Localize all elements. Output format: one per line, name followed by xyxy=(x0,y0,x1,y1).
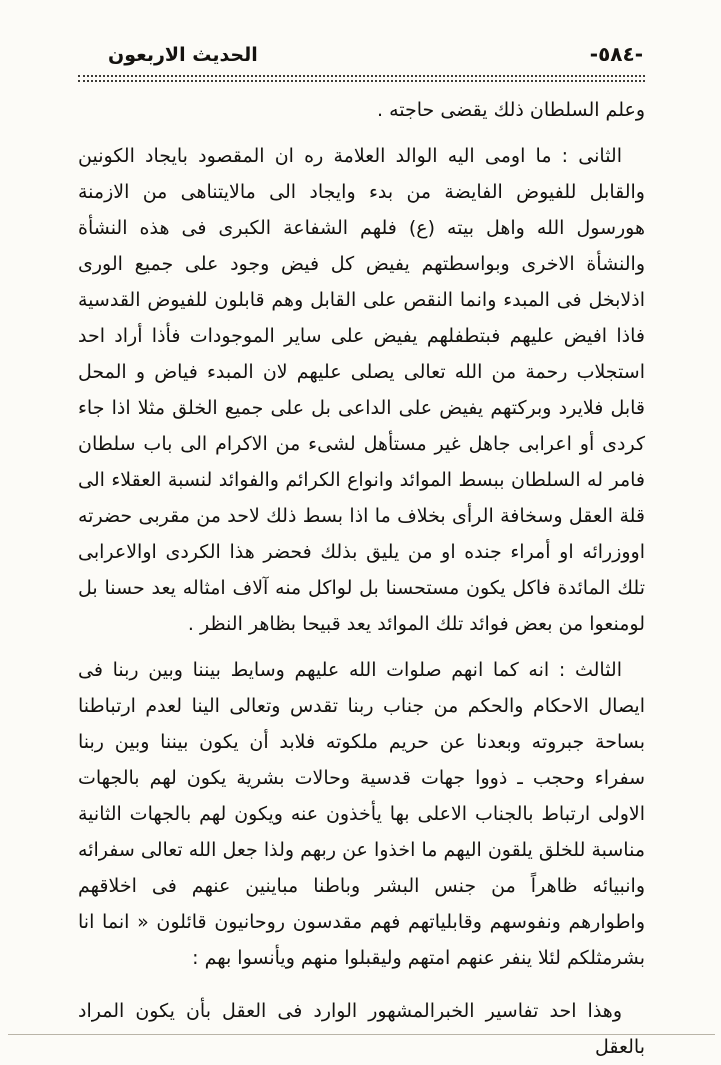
running-header-title: الحديث الاربعون xyxy=(108,44,258,66)
scan-edge-line xyxy=(8,1034,715,1035)
paragraph: الثالث : انه كما انهم صلوات الله عليهم وسايط بيننا وبين ربنا فى ايصال الاحكام والحكم من جناب ربنا تقدس وتعالى الينا لعدم ارتباطنا بساحة جبروته وبعدنا عن حريم ملكوته فلابد أن يكون بيننا وبين ربنا سفراء وحجب ـ ذووا جهات قدسية وحالات بشرية يكون لهم بالجهات الاولى ارتباط بالجناب الاعلى بها يأخذون عنه ويكون لهم بالجهات الثانية مناسبة للخلق يلقون اليهم ما اخذوا عن ربهم ولذا جعل الله تعالى سفرائه وانبيائه ظاهراً من جنس البشر وباطنا مباينين عنهم فى اخلاقهم واطوارهم ونفوسهم وقابلياتهم فهم مقدسون روحانيون قائلون « انما انا بشرمثلكم لئلا ينفر عنهم امتهم وليقبلوا منهم ويأنسوا بهم : xyxy=(78,659,645,969)
page-body-text xyxy=(78,92,645,1065)
paragraph: وهذا احد تفاسير الخبرالمشهور الوارد فى العقل بأن يكون المراد بالعقل xyxy=(78,1000,645,1058)
page-header xyxy=(78,42,645,66)
page-number: -٥٨٤- xyxy=(589,42,643,66)
dotted-divider xyxy=(78,75,645,82)
paragraph: الثانى : ما اومى اليه الوالد العلامة ره ان المقصود بايجاد الكونين والقابل للفيوض الفايضة من بدء وايجاد الى مالايتناهى من الازمنة هورسول الله واهل بيته (ع) فلهم الشفاعة الكبرى فى هذه النشأة والنشأة الاخرى وبواسطتهم يفيض كل فيض وجود على جميع الورى اذلابخل فى المبدء وانما النقص على القابل وهم قابلون للفيوض القدسية فاذا افيض عليهم فبتطفلهم يفيض على ساير الموجودات فأذا أراد احد استجلاب رحمة من الله تعالى يصلى عليهم لان المبدء فياض و المحل قابل فلايرد وبركتهم يفيض على الداعى بل على جميع الخلق مثلا اذا جاء كردى أو اعرابى جاهل غير مستأهل لشىء من الاكرام الى باب سلطان فامر له السلطان ببسط الموائد وانواع الكرائم والفوائد لنسبة العقلاء الى قلة العقل وسخافة الرأى بخلاف ما اذا بسط ذلك لاحد من مقربى حضرته اووزرائه او أمراء جنده او من يليق بذلك فحضر هذا الكردى اوالاعرابى تلك المائدة فاكل يكون مستحسنا بل لواكل منه آلاف امثاله يعد حسنا بل لومنعوا من بعض فوائد تلك الموائد يعد قبيحا بظاهر النظر . xyxy=(78,145,645,635)
paragraph: وعلم السلطان ذلك يقضى حاجته . xyxy=(377,99,645,121)
